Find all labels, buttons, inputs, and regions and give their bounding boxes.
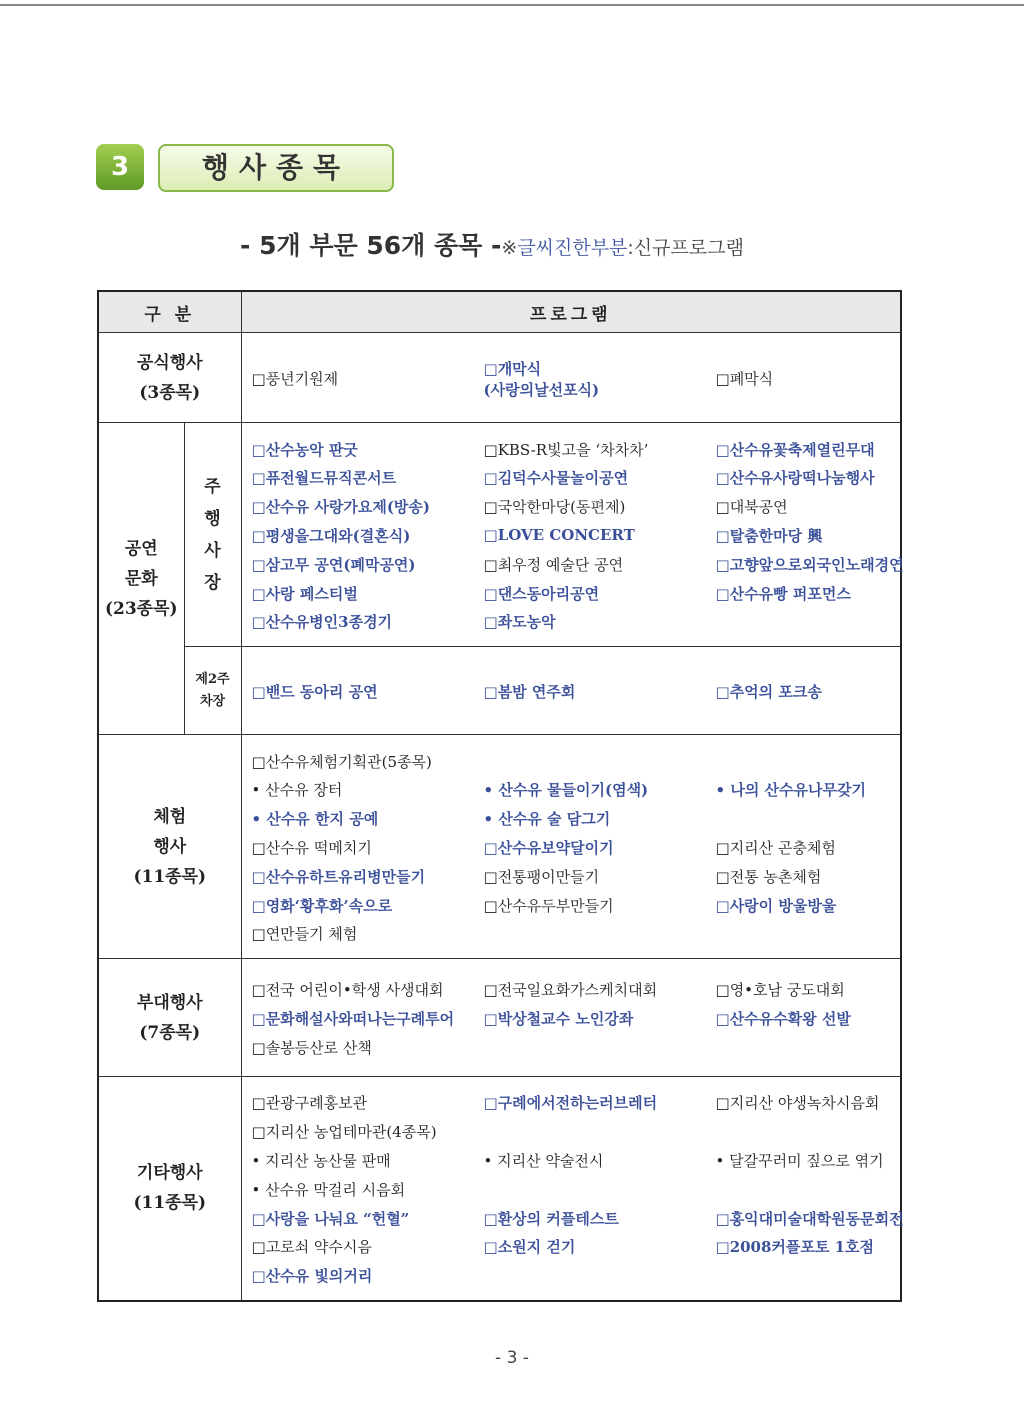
program-item: • 지리산 농산물 판매 [251, 1151, 391, 1170]
header-program: 프로그램 [241, 291, 901, 333]
program-item: □전국일요화가스케치대회 [483, 981, 658, 1000]
program-item: □전통팽이만들기 [483, 867, 600, 886]
program-item: □봄밤 연주회 [483, 682, 576, 701]
program-experience [241, 735, 901, 959]
program-row [252, 677, 900, 706]
program-item: • 산수유 막걸리 시음회 [251, 1180, 406, 1199]
program-row [251, 1204, 904, 1233]
program-row [252, 862, 900, 891]
top-border-line [0, 4, 1024, 6]
note-text: :신규프로그램 [627, 237, 744, 259]
category-count: (11종목) [133, 866, 207, 887]
program-item: • 나의 산수유나무갖기 [715, 781, 866, 800]
program-item: • 산수유 장터 [251, 781, 343, 800]
program-item: □개막식 (사랑의날선포식) [483, 359, 600, 399]
program-item: □산수유하트유리병만들기 [251, 867, 426, 886]
program-item: □영•호남 궁도대회 [715, 981, 845, 1000]
program-side-events [241, 959, 901, 1077]
program-item: □산수유체험기획관(5종목) [251, 752, 432, 771]
program-row [252, 1117, 900, 1146]
category-experience [98, 735, 241, 959]
program-second-stage [241, 647, 901, 735]
program-item: □산수유병인3종경기 [251, 613, 393, 632]
program-row [252, 776, 900, 805]
category-label: 문화 [124, 568, 158, 589]
program-row [252, 1088, 900, 1117]
program-row [252, 975, 900, 1004]
program-item: □산수유수확왕 선발 [715, 1009, 851, 1028]
page-number: - 3 - [495, 1348, 529, 1368]
program-row [252, 747, 900, 776]
program-item: □솔봉등산로 산책 [251, 1038, 372, 1057]
program-row [252, 1232, 900, 1261]
program-item: □밴드 동아리 공연 [251, 682, 378, 701]
subtitle [240, 226, 744, 262]
program-item: □좌도농악 [483, 613, 556, 632]
program-row [252, 1175, 900, 1204]
program-item: □전통 농촌체험 [715, 867, 822, 886]
program-row [252, 464, 900, 493]
program-item: □영화‘황후화’속으로 [251, 896, 393, 915]
program-item: □최우정 예술단 공연 [483, 555, 624, 574]
category-label: 체험 [153, 806, 187, 827]
section-title: 행사종목 [158, 144, 394, 192]
program-item: □퓨전월드뮤직콘서트 [251, 469, 397, 488]
program-item: □추억의 포크송 [715, 682, 822, 701]
program-row [252, 833, 900, 862]
program-item: □2008커플포토 1호점 [715, 1238, 875, 1257]
program-item: □대북공연 [715, 498, 788, 517]
program-item: • 지리산 약술전시 [483, 1151, 604, 1170]
section-header [96, 144, 396, 192]
program-item: □산수농악 판굿 [251, 440, 358, 459]
program-item: □홍익대미술대학원동문회전 [715, 1209, 904, 1228]
program-item: □관광구례홍보관 [251, 1094, 368, 1113]
program-row [252, 579, 900, 608]
program-item: □평생을그대와(결혼식) [251, 526, 411, 545]
program-item: □박상철교수 노인강좌 [483, 1009, 634, 1028]
program-item: □LOVE CONCERT [483, 526, 635, 545]
category-side-events [98, 959, 241, 1077]
category-count: (23종목) [104, 598, 178, 619]
program-item: • 산수유 한지 공예 [251, 810, 379, 829]
program-item: □전국 어린이•학생 사생대회 [251, 981, 444, 1000]
category-count: (3종목) [139, 382, 201, 403]
program-item: □산수유사랑떡나눔행사 [715, 469, 875, 488]
subtitle-note [501, 237, 744, 259]
program-item: □지리산 곤충체험 [715, 838, 836, 857]
subcategory-second-stage: 제2주 차장 [184, 647, 241, 735]
program-official [241, 333, 901, 423]
program-row [252, 435, 900, 464]
program-row [252, 607, 900, 636]
program-item: □산수유 사랑가요제(방송) [251, 498, 431, 517]
program-row [252, 1146, 900, 1175]
program-item: □국악한마당(동편제) [483, 498, 626, 517]
category-label: 행사 [153, 836, 187, 857]
program-item: □사랑이 방울방울 [715, 896, 837, 915]
program-item: □고향앞으로외국인노래경연 [715, 555, 904, 574]
program-row [252, 1033, 900, 1062]
program-item: □폐막식 [715, 370, 774, 388]
program-row [252, 492, 900, 521]
program-item: □풍년기원제 [251, 370, 339, 388]
program-main-stage [241, 423, 904, 647]
program-table [97, 290, 902, 1302]
program-item: □산수유 떡메치기 [251, 838, 372, 857]
program-other-events [241, 1077, 904, 1301]
category-label: 부대행사 [136, 992, 203, 1013]
program-item: □소원지 걷기 [483, 1238, 576, 1257]
program-item: □산수유보약달이기 [483, 838, 614, 857]
program-row [252, 521, 900, 550]
program-item: □고로쇠 약수시음 [251, 1238, 372, 1257]
category-label: 공식행사 [136, 352, 203, 373]
program-row [252, 1261, 900, 1290]
program-item: □탈춤한마당 興 [715, 526, 823, 545]
program-item: • 달갈꾸러미 짚으로 엮기 [715, 1151, 884, 1170]
program-item: □산수유 빛의거리 [251, 1267, 373, 1286]
program-item: □댄스동아리공연 [483, 584, 600, 603]
program-item: □문화해설사와떠나는구례투어 [251, 1009, 455, 1028]
program-row [251, 550, 904, 579]
program-item: □삼고무 공연(폐막공연) [251, 555, 416, 574]
category-count: (7종목) [139, 1022, 201, 1043]
program-item: □지리산 야생녹차시음회 [715, 1094, 880, 1113]
program-item: □사랑을 나눠요 “헌혈” [251, 1209, 410, 1228]
program-row [252, 804, 900, 833]
program-item: □연만들기 체험 [251, 925, 358, 944]
program-row [252, 1004, 900, 1033]
category-count: (11종목) [133, 1193, 207, 1214]
section-number-badge: 3 [96, 144, 144, 190]
category-official [98, 333, 241, 423]
program-row [252, 919, 900, 948]
program-item: □산수유두부만들기 [483, 896, 614, 915]
header-category: 구 분 [98, 291, 241, 333]
program-item: • 산수유 물들이기(염색) [483, 781, 649, 800]
category-performance [98, 423, 184, 735]
subcategory-main-stage: 주 행 사 장 [184, 423, 241, 647]
category-label: 기타행사 [136, 1163, 203, 1184]
category-other-events [98, 1077, 241, 1301]
category-label: 공연 [124, 538, 158, 559]
program-item: □구례에서전하는러브레터 [483, 1094, 658, 1113]
program-item: □김덕수사물놀이공연 [483, 469, 629, 488]
program-item: □환상의 커플테스트 [483, 1209, 619, 1228]
program-item: □산수유빵 퍼포먼스 [715, 584, 851, 603]
note-mark: ※ [501, 237, 518, 259]
program-item: • 산수유 술 담그기 [483, 810, 611, 829]
program-item: □KBS-R빛고을 ‘차차차’ [483, 440, 649, 459]
program-item: □지리산 농업테마관(4종목) [251, 1123, 437, 1142]
subtitle-main: - 5개 부문 56개 종목 - [240, 231, 502, 260]
program-item: □사랑 페스티벌 [251, 584, 358, 603]
program-row [252, 891, 900, 920]
note-highlight: 글씨진한부분 [517, 237, 628, 259]
program-item: □산수유꽃축제열린무대 [715, 440, 875, 459]
